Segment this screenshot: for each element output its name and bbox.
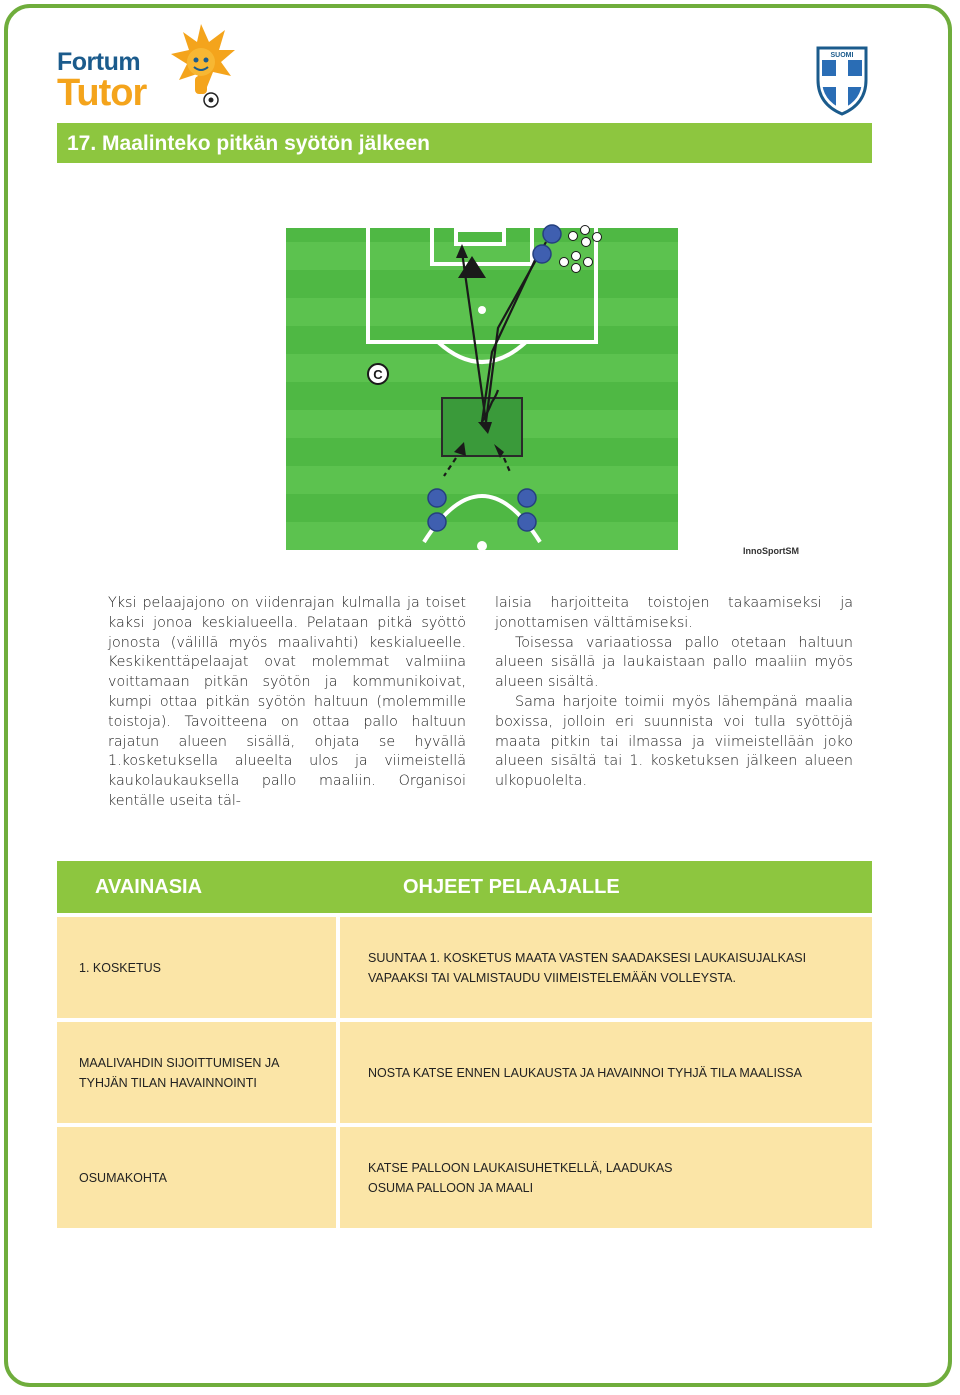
instruction-cell (340, 917, 872, 1018)
control-zone (442, 398, 522, 456)
instruction-text: NOSTA KATSE ENNEN LAUKAUSTA JA HAVAINNOI TYHJÄ TILA MAALISSA (368, 1065, 802, 1080)
tutor-wordmark: Tutor (57, 72, 147, 114)
header-player-instructions: OHJEET PELAAJALLE (403, 876, 620, 898)
header-key-points: AVAINASIA (95, 876, 203, 898)
suomi-crest-icon (814, 44, 870, 116)
key-text: OSUMAKOHTA (79, 1170, 167, 1185)
ball-icon (581, 226, 590, 235)
instruction-cell (340, 1022, 872, 1123)
fortum-wordmark: Fortum (57, 48, 141, 76)
ball-icon (584, 258, 593, 267)
ball-icon (572, 264, 581, 273)
paragraph: Sama harjoite toimii myös lähempänä maalia boxissa, jolloin eri suunnista voi tulla syöttöjä maata pitkin tai ilmassa ja viimeistellään joko alueen sisältä tai 1. kosketuksen jälkeen alueen ulkopuolelta. (495, 693, 853, 790)
player-icon (428, 513, 446, 531)
player-icon (543, 225, 561, 243)
paragraph: Yksi pelaajajono on viidenrajan kulmalla ja toiset kaksi jonoa keskialueella. Pelataan pitkä syöttö jonosta (välillä myös maalivahti) keskialueelle. Keskikenttäpelaajat ovat molemmat valmiina voittamaan pitkän syötön ja kommunikoivat, kumpi ottaa pitkän syötön haltuun (molemmille toistoja). Tavoitteena on ottaa pallo haltuun rajatun alueen sisällä, ohjata se hyvällä 1.kosketuksella alueelta ulos ja viimeistellä kaukolaukauksella pallo maaliin. Organisoi kentälle useita täl- (108, 595, 466, 809)
title-bar (57, 123, 872, 163)
ball-icon (560, 258, 569, 267)
description-right (495, 594, 853, 792)
key-text: MAALIVAHDIN SIJOITTUMISEN JA TYHJÄN TILAN HAVAINNOINTI (79, 1055, 280, 1090)
table-row (57, 1022, 872, 1123)
diagram-credit: InnoSportSM (743, 546, 799, 556)
mascot-icon (165, 20, 237, 112)
crest-text: SUOMI (830, 52, 854, 59)
player-icon (518, 489, 536, 507)
table-row (57, 917, 872, 1018)
fortum-tutor-logo (57, 20, 237, 120)
ball-icon (572, 252, 581, 261)
ball-icon (582, 238, 591, 247)
instruction-cell (340, 1127, 872, 1228)
player-icon (533, 245, 551, 263)
ball-icon (593, 233, 602, 242)
key-text: 1. KOSKETUS (79, 960, 161, 975)
key-cell (57, 1022, 336, 1123)
description-left (108, 594, 466, 812)
instruction-text: KATSE PALLOON LAUKAISUHETKELLÄ, LAADUKAS OSUMA PALLOON JA MAALI (368, 1160, 673, 1195)
page-title: 17. Maalinteko pitkän syötön jälkeen (67, 132, 430, 155)
paragraph: laisia harjoitteita toistojen takaamiseksi ja jonottamisen välttämiseksi. (495, 595, 853, 631)
coach-label: C (373, 367, 383, 382)
instructions-table (57, 861, 872, 1228)
ball-icon (569, 232, 578, 241)
key-cell (57, 917, 336, 1018)
instruction-text: SUUNTAA 1. KOSKETUS MAATA VASTEN SAADAKSESI LAUKAISUJALKASI VAPAAKSI TAI VALMISTAUDU VIIMEISTELEMÄÄN VOLLEYSTA. (368, 950, 807, 985)
drill-diagram (276, 222, 688, 556)
paragraph: Toisessa variaatiossa pallo otetaan haltuun alueen sisällä ja laukaistaan pallo maaliin myös alueen sisältä. (495, 634, 853, 691)
player-icon (518, 513, 536, 531)
player-icon (428, 489, 446, 507)
table-row (57, 1127, 872, 1228)
table-header (57, 861, 872, 913)
key-cell (57, 1127, 336, 1228)
